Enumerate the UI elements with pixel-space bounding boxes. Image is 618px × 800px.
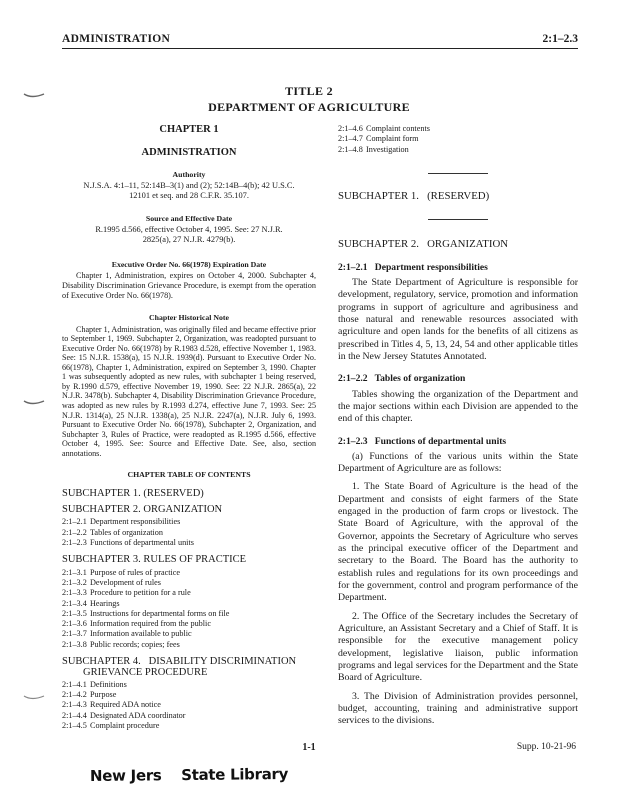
chapter-number: CHAPTER 1 — [159, 124, 219, 135]
toc-title: Procedure to petition for a rule — [90, 588, 191, 598]
source-heading: Source and Effective Date — [145, 213, 233, 223]
toc-number: 2:1–3.2 — [62, 578, 87, 588]
toc-row — [338, 134, 578, 144]
toc-subchapter-heading: SUBCHAPTER 3. RULES OF PRACTICE — [62, 554, 247, 566]
section-text: The State Department of Agriculture is responsible for development, regulatory, service, promotion and information programs in support of agriculture and agribusiness and those natural and renewable resources associated with agriculture and open lands for the benefits of all citizens as prescribed in Titles 4, 5, 13, 24, 54 and other applicable titles in the New Jersey Statutes Annotated. — [338, 277, 578, 363]
section-divider — [428, 173, 488, 174]
toc-number: 2:1–4.3 — [62, 700, 87, 710]
department-title: DEPARTMENT OF AGRICULTURE — [208, 100, 410, 114]
toc-row — [62, 538, 316, 548]
section-paragraph: 2. The Office of the Secretary includes the Secretary of Agriculture, an Assistant Secretary and a Chief of Staff. It is responsible for the executive management policy development, legislative liaison, public information programs and legal services for the Department and the State Board of Agriculture. — [338, 610, 578, 684]
toc-row — [62, 568, 316, 578]
running-header — [62, 33, 578, 47]
toc-number: 2:1–3.8 — [62, 639, 87, 649]
toc-title: Information available to public — [90, 629, 192, 639]
toc-number: 2:1–4.8 — [338, 144, 363, 154]
toc-row — [62, 711, 316, 721]
section-heading: 2:1–2.3 Functions of departmental units — [338, 435, 507, 447]
toc-subchapter-heading: SUBCHAPTER 4. DISABILITY DISCRIMINATION GRIEVANCE PROCEDURE — [62, 655, 297, 679]
toc-row — [338, 145, 578, 155]
subchapter-1-heading: SUBCHAPTER 1. (RESERVED) — [338, 189, 490, 202]
toc-number: 2:1–3.7 — [62, 629, 87, 639]
header-right: 2:1–2.3 — [542, 33, 578, 45]
toc-title: Purpose — [90, 690, 117, 700]
toc-number: 2:1–3.1 — [62, 567, 87, 577]
toc-title: Information required from the public — [90, 619, 211, 629]
section-text: Tables showing the organization of the Department and the major sections within each Division are appended to the end of this chapter. — [338, 388, 578, 425]
right-column — [338, 124, 578, 728]
toc-row — [62, 619, 316, 629]
source-text: R.1995 d.566, effective October 4, 1995. See: 27 N.J.R. 2825(a), 27 N.J.R. 4279(b). — [95, 225, 283, 245]
toc-number: 2:1–3.4 — [62, 598, 87, 608]
toc-title: Definitions — [90, 679, 127, 689]
toc-number: 2:1–2.1 — [62, 517, 87, 527]
toc-subchapter-heading: SUBCHAPTER 1. (RESERVED) — [62, 487, 204, 499]
authority-text: N.J.S.A. 4:1–11, 52:14B–3(1) and (2); 52:14B–4(b); 42 U.S.C. 12101 et seq. and 28 C.F.R. 35.107. — [83, 181, 295, 201]
toc-heading: CHAPTER TABLE OF CONTENTS — [127, 470, 251, 480]
toc-title: Department responsibilities — [90, 517, 181, 527]
toc-number: 2:1–4.1 — [62, 679, 87, 689]
toc-number: 2:1–4.5 — [62, 720, 87, 730]
library-stamp: New Jers State Library — [89, 764, 289, 786]
toc-number: 2:1–3.3 — [62, 588, 87, 598]
toc-title: Instructions for departmental forms on file — [90, 608, 230, 618]
margin-mark-icon — [22, 690, 46, 702]
section-text: (a) Functions of the various units within the State Department of Agriculture are as follows: — [338, 450, 578, 474]
page-number: 1-1 — [302, 742, 316, 753]
toc-row — [62, 609, 316, 619]
toc-title: Tables of organization — [90, 527, 163, 537]
toc-title: Complaint procedure — [90, 720, 160, 730]
section-paragraph: 3. The Division of Administration provides personnel, budget, accounting, training and administrative support services to the divisions. — [338, 690, 578, 727]
executive-order-text: Chapter 1, Administration, expires on October 4, 2000. Subchapter 4, Disability Discrimination Grievance Procedure, is exempt from the operation of Executive Order No. 66(1978). — [62, 271, 316, 301]
toc-title: Hearings — [90, 598, 120, 608]
toc-subchapter-heading: SUBCHAPTER 2. ORGANIZATION — [62, 503, 223, 515]
toc-row — [62, 700, 316, 710]
toc-row — [62, 517, 316, 527]
toc-row — [338, 124, 578, 134]
toc-row — [62, 578, 316, 588]
margin-mark-icon — [22, 395, 46, 407]
toc-row — [62, 629, 316, 639]
toc-title: Complaint form — [366, 134, 419, 144]
toc — [62, 488, 316, 731]
toc-number: 2:1–2.2 — [62, 527, 87, 537]
section-divider — [428, 219, 488, 220]
section-paragraph: 1. The State Board of Agriculture is the head of the Department and consists of eight farmers of the State engaged in the production of farm crops or livestock. The State Board of Agriculture, with the approval of the Governor, appoints the Secretary of Agriculture who serves as the principal executive officer of the Department and secretary to the Board. The Board has the authority to establish rules and regulations for its own proceedings and for the government, control and program performance of the Department. — [338, 481, 578, 604]
toc-number: 2:1–4.6 — [338, 124, 363, 133]
toc-number: 2:1–4.4 — [62, 710, 87, 720]
section-heading: 2:1–2.2 Tables of organization — [338, 373, 466, 385]
toc-row — [62, 588, 316, 598]
toc-title: Required ADA notice — [90, 700, 161, 710]
header-left: ADMINISTRATION — [62, 33, 171, 45]
toc-number: 2:1–3.5 — [62, 608, 87, 618]
chapter-name: ADMINISTRATION — [141, 146, 237, 158]
toc-title: Complaint contents — [366, 124, 430, 133]
toc-number: 2:1–4.2 — [62, 690, 87, 700]
toc-row — [62, 528, 316, 538]
header-rule — [62, 48, 578, 49]
toc-title: Development of rules — [90, 578, 161, 588]
subchapter-2-heading: SUBCHAPTER 2. ORGANIZATION — [338, 238, 509, 251]
toc-row — [62, 690, 316, 700]
supplement-date: Supp. 10-21-96 — [516, 742, 576, 752]
executive-order-heading: Executive Order No. 66(1978) Expiration Date — [111, 259, 267, 269]
historical-note-heading: Chapter Historical Note — [149, 313, 229, 323]
toc-title: Designated ADA coordinator — [90, 710, 186, 720]
toc-number: 2:1–3.6 — [62, 619, 87, 629]
authority-heading: Authority — [172, 169, 206, 179]
toc-number: 2:1–4.7 — [338, 134, 363, 144]
toc-row — [62, 680, 316, 690]
section-heading: 2:1–2.1 Department responsibilities — [338, 261, 488, 273]
toc-title: Investigation — [366, 144, 409, 154]
toc-title: Purpose of rules of practice — [90, 567, 181, 577]
toc-title: Functions of departmental units — [90, 537, 194, 547]
title-number: TITLE 2 — [285, 84, 333, 98]
toc-row — [62, 721, 316, 731]
toc-title: Public records; copies; fees — [90, 639, 180, 649]
toc-row — [62, 640, 316, 650]
toc-number: 2:1–2.3 — [62, 537, 87, 547]
toc-row — [62, 599, 316, 609]
historical-note-text: Chapter 1, Administration, was originally filed and became effective prior to September 1, 1969. Subchapter 2, Organization, was readopted pursuant to Executive Order No. 66(1978) by R.1983 d.528, effective November 1, 1983. See: 15 N.J.R. 1538(a), 15 N.J.R. 1939(d). Pursuant to Executive Order No. 66(1978), Chapter 1, Administration, expired on September 3, 1990. Chapter 1 was subsequently adopted as new rules, with subchapter 1 being reserved, by R.1990 d.579, effective November 19, 1990. See: 22 N.J.R. 2865(a), 22 N.J.R. 3478(b). Subchapter 4, Disability Discrimination Grievance Procedure, was adopted as new rules by R.1993 d.274, effective June 7, 1993. See: 25 N.J.R. 1314(a), 25 N.J.R. 1338(a), 25 N.J.R. 2247(a), N.J.R. July 6, 1993. Pursuant to Executive Order No. 66(1978), Subchapter 2, Organization, and Subchapter 3, Rules of Practice, were readopted as R.1995 d.566, effective October 4, 1995. See: Source and Effective Date. See, also, section annotations. — [62, 324, 316, 458]
left-column — [62, 124, 316, 731]
